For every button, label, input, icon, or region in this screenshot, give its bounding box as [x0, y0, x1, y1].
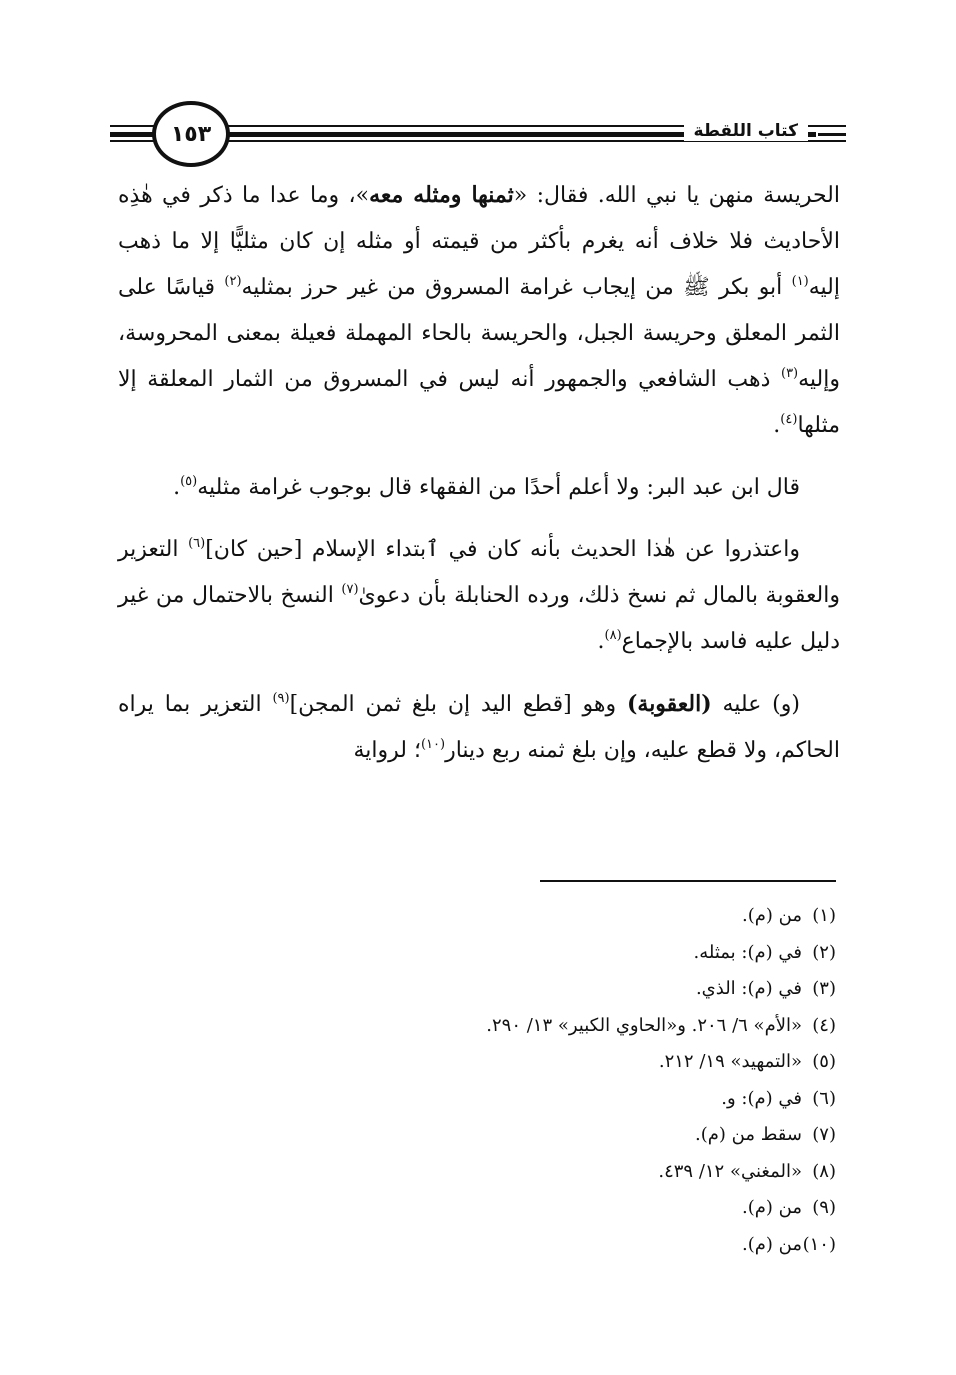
footnote-ref-8[interactable]: (٨)	[604, 628, 622, 643]
quoted-hadith: ثمنها ومثله معه	[369, 182, 514, 208]
footnote-number: (٢)	[812, 941, 836, 963]
footnote-text: في (م): بمثله.	[693, 941, 802, 963]
text-run: التعزير بما يراه الحاكم، ولا قطع عليه، وإن بلغ ثمنه ربع دينار	[118, 692, 840, 763]
text-run: .	[597, 629, 605, 654]
footnote-text: من (م).	[742, 1197, 802, 1218]
footnote-number: (٥)	[812, 1051, 836, 1072]
footnote-number: (٣)	[812, 978, 836, 999]
footnote-ref-4[interactable]: (٤)	[780, 412, 798, 427]
footnote-ref-7[interactable]: (٧)	[341, 582, 359, 597]
footnote-text: في (م): و.	[721, 1087, 802, 1109]
footnote-separator	[540, 880, 836, 882]
text-run: قال ابن عبد البر: ولا أعلم أحدًا من الفقهاء قال بوجوب غرامة مثليه	[197, 475, 800, 500]
footnote-ref-3[interactable]: (٣)	[780, 366, 799, 381]
footnote-ref-9[interactable]: (٩)	[272, 691, 290, 706]
footnote-number: (١)	[812, 905, 836, 926]
footnote-ref-5[interactable]: (٥)	[180, 474, 198, 489]
text-run: وهو [قطع اليد إن بلغ ثمن المجن]	[289, 692, 627, 717]
page-number-badge: ١٥٣	[152, 101, 230, 167]
text-run: .	[173, 475, 181, 500]
footnote-item	[136, 971, 836, 1008]
footnote-text: في (م): الذي.	[695, 978, 802, 999]
text-run: »، وما عدا ما ذكر في هٰذِه الأحاديث فلا خلاف أنه يغرم بأكثر من قيمته أو مثله إن كان مثليًّا إلا ما ذهب إليه	[118, 183, 840, 300]
footnote-text: «التمهيد» ١٩/ ٢١٢.	[658, 1051, 802, 1072]
text-run: .	[773, 413, 781, 438]
footnote-item	[136, 1117, 836, 1154]
footnote-number: (٦)	[812, 1087, 836, 1109]
footnote-text: «المغني» ١٢/ ٤٣٩.	[658, 1160, 802, 1182]
header-rule-end	[818, 133, 846, 136]
paragraph-4	[118, 681, 840, 774]
footnote-item	[136, 1044, 836, 1081]
text-run: واعتذروا عن هٰذا الحديث بأنه كان في ٱبتداء الإسلام [حين كان]	[205, 537, 800, 562]
text-run: الحريسة منهن يا نبي الله. فقال: «	[513, 183, 840, 208]
footnote-text: «الأم» ٦/ ٢٠٦. و«الحاوي الكبير» ١٣/ ٢٩٠.	[486, 1014, 802, 1036]
text-run: (و) عليه	[711, 692, 800, 717]
paragraph-2	[118, 465, 840, 511]
main-text	[118, 172, 840, 790]
footnote-item	[136, 898, 836, 935]
footnote-ref-1[interactable]: (١)	[791, 274, 809, 289]
footnote-ref-6[interactable]: (٦)	[188, 536, 206, 551]
footnote-text: من (م).	[742, 905, 802, 926]
text-run: قياسًا على الثمر المعلق وحريسة الجبل، والحريسة بالحاء المهملة فعيلة بمعنى المحروسة، وإليه	[118, 275, 840, 392]
footnote-text: من (م).	[742, 1233, 802, 1255]
footnote-ref-2[interactable]: (٢)	[224, 274, 242, 289]
footnote-number: (٤)	[812, 1014, 836, 1036]
footnote-ref-10[interactable]: (١٠)	[420, 737, 446, 752]
page-header	[110, 95, 846, 175]
footnote-number: (٧)	[812, 1124, 836, 1145]
matn-term: (العقوبة)	[626, 691, 712, 717]
text-run: ؛ لرواية	[353, 738, 421, 763]
footnote-number: (٩)	[812, 1197, 836, 1218]
paragraph-3	[118, 527, 840, 665]
footnote-number: (١٠)	[802, 1233, 836, 1255]
footnote-item	[136, 1154, 836, 1191]
text-run: التعزير والعقوبة بالمال ثم نسخ ذلك، ورده الحنابلة بأن دعوىٰ	[118, 537, 840, 608]
text-run: النسخ بالاحتمال من غير دليل عليه فاسد بالإجماع	[118, 583, 840, 654]
footnote-text: سقط من (م).	[695, 1124, 802, 1145]
footnote-item	[136, 1190, 836, 1227]
text-run: ذهب الشافعي والجمهور أنه ليس في المسروق من الثمار المعلقة إلا مثلها	[118, 367, 840, 438]
footnotes-list	[136, 898, 836, 1263]
footnote-item	[136, 1227, 836, 1264]
text-run: أبو بكر ﷺ من إيجاب غرامة المسروق من غير حرز بمثليه	[241, 275, 792, 300]
running-title: كتاب اللقطة	[684, 121, 808, 141]
paragraph-1	[118, 172, 840, 449]
footnote-item	[136, 935, 836, 972]
footnote-item	[136, 1008, 836, 1045]
footnote-item	[136, 1081, 836, 1118]
footnote-number: (٨)	[812, 1160, 836, 1182]
